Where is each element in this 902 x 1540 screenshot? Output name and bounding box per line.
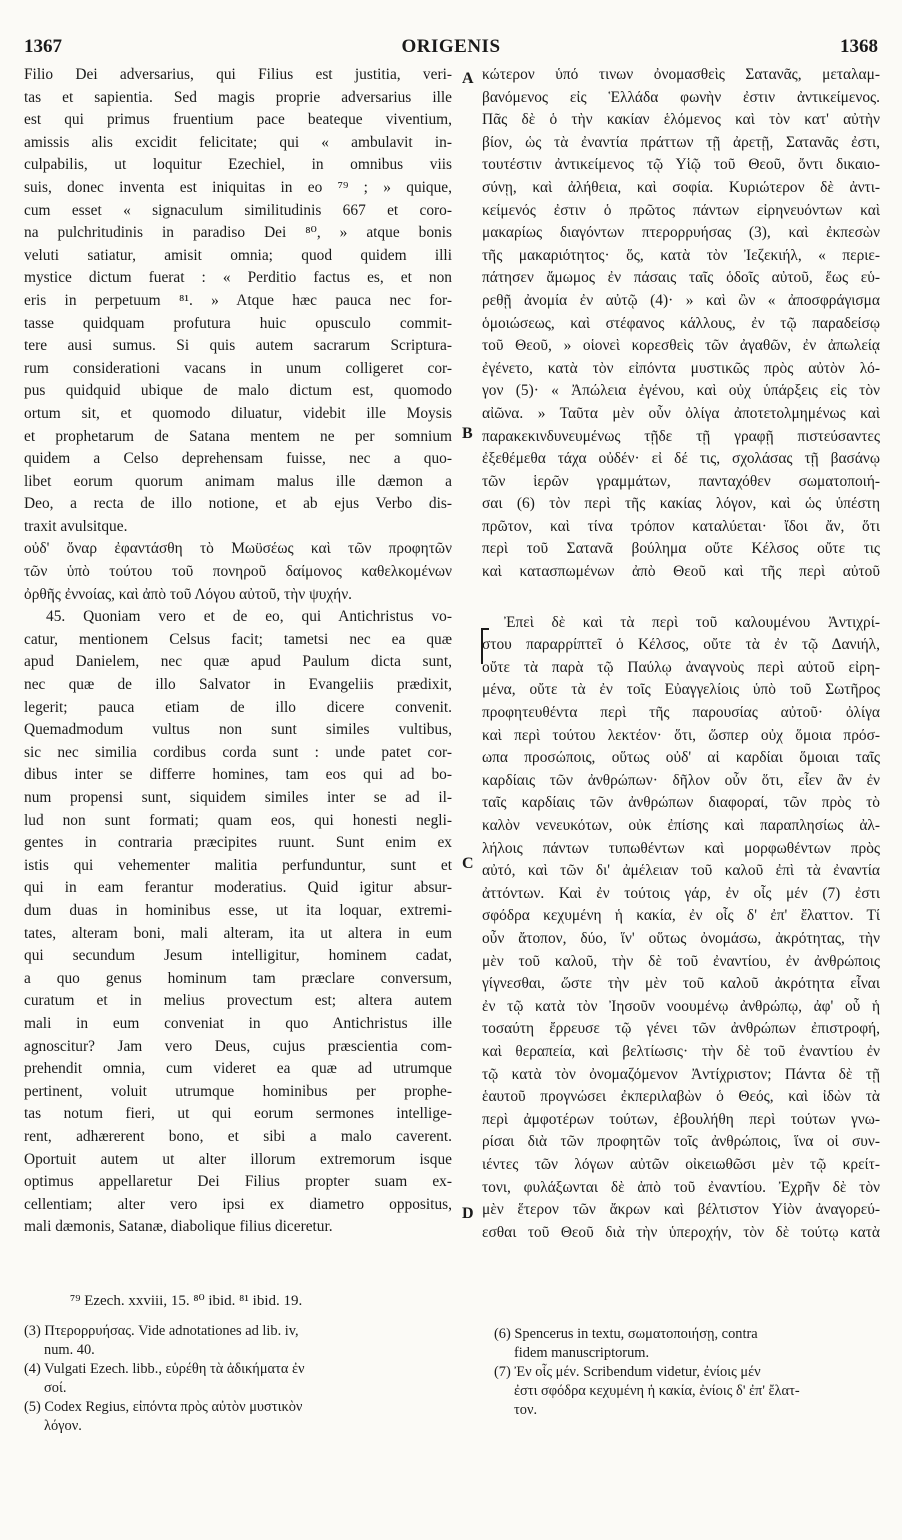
greek-line: γίγνεσθαι, ὥστε τὴν μὲν τοῦ καλοῦ ἀκρότητα εἶναι — [482, 975, 880, 993]
latin-line: optimus appellaretur Dei Filius propter suam ex- — [24, 1173, 452, 1191]
greek-line: τοσαύτη ἔρρευσε τῷ γένει τῶν ἀνθρώπων ἐπιστροφή, — [482, 1020, 880, 1038]
greek-line: σφόδρα κεχυμένη ἡ κακία, ἐν οἷς δ' ἐπ' ἔλαττον. Τί — [482, 907, 880, 925]
latin-line: Deo, a recta de illo notione, et ab ejus Verbo dis- — [24, 495, 452, 513]
greek-line: ιέντες τῶν λόγων αὐτῶν οἰκειωθῶσι μὲν τῷ κρείτ- — [482, 1155, 880, 1173]
latin-line: prehendit omnia, cum videret ea quæ ad utrumque — [24, 1060, 452, 1078]
latin-line: mystice dictum fuerat : « Perditio factus es, et non — [24, 269, 452, 287]
greek-line: περὶ τοῦ Σατανᾶ βούλημα οὔτε Κέλσος οὔτε τις — [482, 540, 880, 558]
greek-line: λήλοις πάντων τυπωθέντων καὶ μορφωθέντων πρὸς — [482, 839, 880, 857]
latin-line: sic nec similia cordibus corda sunt : unde patet cor- — [24, 743, 452, 761]
greek-line: ταῖς καρδίαις τῶν ἀνθρώπων διαφοραί, τῶν πρὸς τὸ — [482, 794, 880, 812]
latin-line: lud non sunt formati; quam eos, qui honesti negli- — [24, 811, 452, 829]
latin-line: dum duas in hominibus esse, ut ita loquar, extremi- — [24, 901, 452, 919]
greek-line: αὐτό, καὶ τῶν δι' ἀμέλειαν τοῦ καλοῦ ἐπὶ τὰ ἐναντία — [482, 862, 880, 880]
greek-line: αἰῶνα. » Ταῦτα μὲν οὖν ὀλίγα ἀποτετολμημένως καὶ — [482, 404, 880, 422]
latin-line: 45. Quoniam vero et de eo, qui Antichristus vo- — [46, 608, 452, 626]
running-title: ORIGENIS — [401, 36, 501, 57]
greek-line: σαι (6) τὸν περὶ τῆς κακίας λόγον, καὶ ὡς ὑπέστη — [482, 495, 880, 513]
greek-line: πρῶτον, καὶ τίνα τρόπον καταλύεται· ἴδοι ἄν, ὅτι — [482, 517, 880, 535]
latin-line: qui secundum Jesum intelligitur, hominem cadat, — [24, 947, 452, 965]
greek-line: γον (5)· « Ἀπώλεια ἐγένου, καὶ οὐχ ὑπάρξεις εἰς τὸν — [482, 382, 880, 400]
greek-line: τονι, φυλάξωνται δὲ ἀπὸ τοῦ ἐναντίου. Ἐχρῆν δὲ τὸν — [482, 1178, 880, 1196]
greek-line: καὶ κατασπωμένων ἀπὸ Θεοῦ καὶ τῆς περὶ αὐτοῦ — [482, 563, 880, 581]
footnote-line: (3) Πτερορρυήσας. Vide adnotationes ad lib. iv, — [24, 1323, 299, 1339]
greek-line: μὲν τοῦ καλοῦ, τὴν δὲ τοῦ ἐναντίου, ἐν ἀνθρώποις — [482, 952, 880, 970]
greek-line: ὁμοιώσεως, καὶ στέφανος κάλλους, ἐν τῷ παραδείσῳ — [482, 314, 880, 332]
latin-column — [24, 64, 452, 1239]
latin-line: tates, alteram boni, mali alteram, ita ut altera in eum — [24, 924, 452, 942]
latin-line: na pulchritudinis in paradiso Dei ⁸⁰, » atque bonis — [24, 224, 452, 242]
running-header — [24, 36, 878, 62]
footnote-line: fidem manuscriptorum. — [514, 1345, 650, 1361]
footnote-line: (5) Codex Regius, εἰπόντα πρὸς αὐτὸν μυστικὸν — [24, 1399, 303, 1415]
latin-line: cellentiam; alter vero ipsi ex diametro oppositus, — [24, 1195, 452, 1213]
greek-line: ἐν τῷ κατὰ τὸν Ἰησοῦν νοουμένῳ ἀνθρώπῳ, ἀφ' οὗ ἡ — [482, 997, 880, 1015]
footnote-line: τον. — [514, 1402, 538, 1418]
latin-line: a quo genus hominum tam præclare conversum, — [24, 969, 452, 987]
latin-line: est qui primus fruentium pace beateque viventium, — [24, 111, 452, 129]
latin-line: pertinent, voluit utrumque hominibus per prophe- — [24, 1082, 452, 1100]
latin-line: dibus inter se differre homines, tam eos qui ad bo- — [24, 766, 452, 784]
greek-line: στου παραρρίπτεῖ ὁ Κέλσος, οὔτε τὰ ἐν τῷ Δανιήλ, — [482, 636, 880, 654]
greek-line: κώτερον ὑπό τινων ὀνομασθεὶς Σατανᾶς, μεταλαμ- — [482, 66, 880, 83]
footnotes-left — [24, 1322, 464, 1436]
greek-line: Πᾶς δὲ ὁ τὴν κακίαν ἑλόμενος καὶ τὸν κατ' αὐτὴν — [482, 111, 880, 129]
greek-line: βίον, ὡς τὰ ἐναντία πράττων τῇ ἀρετῇ, Σατανᾶς ἐστι, — [482, 133, 880, 151]
greek-line: καὶ περὶ τούτου λεκτέον· ὅτι, ὥσπερ οὐχ ὅμοια πρόσ- — [482, 726, 880, 744]
margin-letter-a: A — [462, 70, 474, 87]
latin-line: mali in eum conveniat in quo Antichristus ille — [24, 1014, 452, 1032]
greek-line: Ἐπεὶ δὲ καὶ τὰ περὶ τοῦ καλουμένου Ἀντιχρί- — [504, 613, 880, 631]
greek-line: τουτέστιν ἀντικείμενος τῷ Υἱῷ τοῦ Θεοῦ, ὄντι δικαιο- — [482, 156, 880, 174]
greek-line: ἑαυτοῦ προγνώσει ἐκπεριλαβὼν ὁ Θεός, καὶ ἰδὼν τὰ — [482, 1088, 880, 1106]
footnote-line: num. 40. — [44, 1342, 95, 1358]
latin-line: suis, donec inventa est iniquitas in eo ⁷⁹ ; » quique, — [24, 178, 452, 196]
latin-line: apud Danielem, nec quæ apud Paulum dicta sunt, — [24, 653, 452, 671]
latin-line: quidem a Celso deprehensam fuisse, nec a quo- — [24, 450, 452, 468]
latin-line: cum esset « signaculum similitudinis 667 et coro- — [24, 201, 452, 219]
margin-letter-c: C — [462, 855, 474, 872]
margin-letter-d: D — [462, 1205, 474, 1222]
greek-line: ωπα προσώποις, οὕτως οὐδ' αἱ καρδίαι ὅμοιαι ταῖς — [482, 749, 880, 767]
latin-line: ortum sit, et quomodo diluatur, videbit ille Moysis — [24, 404, 452, 422]
greek-line: μὲν ἕτερον τῶν ἄκρων καὶ βέλτιστον Υἱὸν ἀναγορεύ- — [482, 1201, 880, 1219]
latin-line: ὀρθῆς ἐννοίας, καὶ ἀπὸ τοῦ Λόγου αὐτοῦ, τὴν ψυχήν. — [24, 585, 353, 603]
latin-line: catur, mentionem Celsus facit; tametsi nec ea quæ — [24, 630, 452, 648]
footnote-line: σοί. — [44, 1380, 67, 1396]
latin-line: et prophetarum de Satana mentem ne per somnium — [24, 427, 452, 445]
scripture-references: ⁷⁹ Ezech. xxviii, 15. ⁸⁰ ibid. ⁸¹ ibid. 19. — [70, 1293, 303, 1309]
latin-line: amissis alis excidit felicitate; qui « ambulavit in- — [24, 133, 452, 151]
greek-line: βανόμενος εἰς Ἑλλάδα φωνὴν ἐστιν ἀντικείμενος. — [482, 88, 880, 106]
footnote-line: (7) Ἐν οἷς μέν. Scribendum videtur, ἐνίοις μέν — [494, 1364, 761, 1380]
latin-line: gentes in contraria præcipites ruunt. Sunt enim ex — [24, 834, 452, 852]
page-number-right: 1368 — [840, 36, 878, 57]
latin-line: tas notum fieri, ut qui eorum sermones intellige- — [24, 1105, 452, 1123]
footnote-line: λόγον. — [44, 1418, 82, 1434]
latin-line: num propensi sunt, siquidem similes inter se ad il- — [24, 789, 452, 806]
greek-line: τοῦ Θεοῦ, » οἱονεὶ κορεσθεὶς τῶν ἀγαθῶν, ἐν ἀπωλείᾳ — [482, 337, 880, 355]
latin-line: Quemadmodum vultus non sunt similes vultibus, — [24, 721, 452, 739]
greek-line: ρεθῇ ἀνομία ἐν αὐτῷ (4)· » καὶ ὢν « ἀποσφράγισμα — [482, 291, 880, 309]
greek-line: οὔτε τὰ παρὰ τῷ Παύλῳ ἀναγνοὺς περὶ αὐτοῦ εἰρη- — [482, 658, 880, 676]
latin-line: agnoscitur? Jam vero Deus, cujus præscientia com- — [24, 1037, 452, 1055]
latin-line: traxit avulsitque. — [24, 517, 128, 535]
latin-line: Filio Dei adversarius, qui Filius est justitia, veri- — [24, 66, 452, 83]
latin-line: legerit; pauca etiam de illo dicere convenit. — [24, 698, 452, 716]
footnotes-right — [494, 1325, 884, 1420]
greek-line: ρίσαι διὰ τῶν προφητῶν τοῖς ἀνθρώποις, ἵνα οἱ συν- — [482, 1133, 880, 1151]
section-bracket — [481, 628, 489, 664]
greek-line: καὶ θεραπεία, καὶ βελτίωσις· τὴν δὲ τοῦ ἐναντίου ἐν — [482, 1042, 880, 1060]
greek-line: πάτησεν ἄμωμος ἐν πάσαις ταῖς ὁδοῖς αὐτοῦ, ἕως εὑ- — [482, 269, 880, 287]
greek-line: οὖν ἄτοπον, δύο, ἵν' οὕτως ὀνομάσω, ἀκρότητας, τὴν — [482, 929, 880, 947]
greek-line: τῷ κατὰ τὸν ὀνομαζόμενον Ἀντίχριστον; Πάντα δὲ τῇ — [482, 1065, 880, 1083]
greek-line: ἐξεθέμεθα τάχα οὐδέν· εἰ δέ τις, σχολάσας τῇ βασάνῳ — [482, 450, 880, 468]
latin-line: τῶν ὑπὸ τούτου τοῦ πονηροῦ δαίμονος καθελκομένων — [24, 563, 452, 581]
greek-line: ἐγένετο, κατὰ τὸν εἰπόντα μυστικῶς πρὸς αὐτὸν λό- — [482, 359, 880, 377]
greek-line — [482, 584, 880, 612]
latin-line: eris in perpetuum ⁸¹. » Atque hæc pauca nec for- — [24, 291, 452, 309]
latin-line: qui in eam ferantur moderatius. Quid igitur absur- — [24, 879, 452, 897]
greek-line: τῶν ἱερῶν γραμμάτων, πανταχόθεν σωματοποιή- — [482, 472, 880, 490]
latin-line: rent, adhærerent bono, et sibi a malo caverent. — [24, 1127, 452, 1145]
greek-line: περὶ ἀμφοτέρων τούτων, ἐβουλήθη περὶ τούτων γνω- — [482, 1110, 880, 1128]
latin-line: pus quidquid ubique de malo dictum est, quomodo — [24, 382, 452, 400]
latin-line: libet eorum quorum animam malus ille dæmon a — [24, 472, 452, 490]
greek-line: τῆς μακαριότητος· ὅς, κατὰ τὸν Ἰεζεκιήλ, « περιε- — [482, 246, 880, 264]
margin-letter-b: B — [462, 425, 473, 442]
latin-line: culpabilis, ut loquitur Ezechiel, in omnibus viis — [24, 156, 452, 174]
latin-line: nec quæ de illo Salvator in Evangeliis prædixit, — [24, 676, 452, 694]
latin-line: curatum et in melius provectum est; altera autem — [24, 992, 452, 1010]
latin-line: istis qui vehementer malitia perfunduntur, sunt et — [24, 856, 452, 874]
greek-line: καρδίαις τῶν ἀνθρώπων· δῆλον οὖν ὅτι, εἶεν ἂν ἐν — [482, 771, 880, 789]
latin-line: tas et sapientia. Sed magis proprie adversarius ille — [24, 88, 452, 106]
greek-column — [482, 64, 880, 1244]
footnote-line: (4) Vulgati Ezech. libb., εὑρέθη τὰ ἀδικήματα ἐν — [24, 1361, 305, 1377]
latin-line: rum considerationi vacans in unum colligeret cor- — [24, 359, 452, 377]
latin-line: Oportuit autem ut alter illorum extremorum isque — [24, 1150, 452, 1168]
greek-line: κείμενός ἐστιν ὁ πρῶτος πάντων εἰρηνευόντων καὶ — [482, 201, 880, 219]
greek-line: ἀττόντων. Καὶ ἐν τούτοις γάρ, ἐν οἷς μέν (7) ἐστι — [482, 884, 880, 902]
footnote-line: (6) Spencerus in textu, σωματοποιήσῃ, contra — [494, 1326, 758, 1342]
latin-line: tere ausi sumus. Si quis autem sacrarum Scriptura- — [24, 337, 452, 355]
latin-line: οὐδ' ὄναρ ἐφαντάσθη τὸ Μωϋσέως καὶ τῶν προφητῶν — [24, 540, 452, 558]
greek-line: μένα, οὔτε τὰ ἐν τοῖς Εὐαγγελίοις ὑπὸ τοῦ Σωτῆρος — [482, 681, 880, 699]
greek-line: καλὸν νενευκότων, οὐκ ἐπίσης καὶ παραπλησίως ἀλ- — [482, 817, 880, 834]
greek-line: προφητευθέντα περὶ τῆς παρουσίας αὐτοῦ· ὀλίγα — [482, 704, 880, 722]
greek-line: σύνῃ, καὶ ἀλήθεια, καὶ σοφία. Κυριώτερον δὲ ἀντι- — [482, 178, 880, 196]
greek-line: μακαρίως διαγόντων πτερορρυήσας (3), καὶ ἐκπεσὼν — [482, 224, 880, 242]
greek-line: εσθαι τοῦ Θεοῦ διὰ τὴν ὑπεροχήν, τὸν δὲ τούτῳ κατὰ — [482, 1223, 880, 1241]
greek-line: παρακεκινδυνευμένως τῇδε τῇ γραφῇ πιστεύσαντες — [482, 427, 880, 445]
latin-line: mali dæmonis, Satanæ, diabolique filius diceretur. — [24, 1218, 333, 1236]
footnote-line: ἐστι σφόδρα κεχυμένη ἡ κακία, ἐνίοις δ' ἐπ' ἔλατ- — [514, 1383, 800, 1399]
latin-line: tasse quidquam profutura huic opusculo commit- — [24, 314, 452, 332]
latin-line: veluti satiatur, amisit omnia; quod quidem illi — [24, 246, 452, 264]
page-number-left: 1367 — [24, 36, 62, 57]
